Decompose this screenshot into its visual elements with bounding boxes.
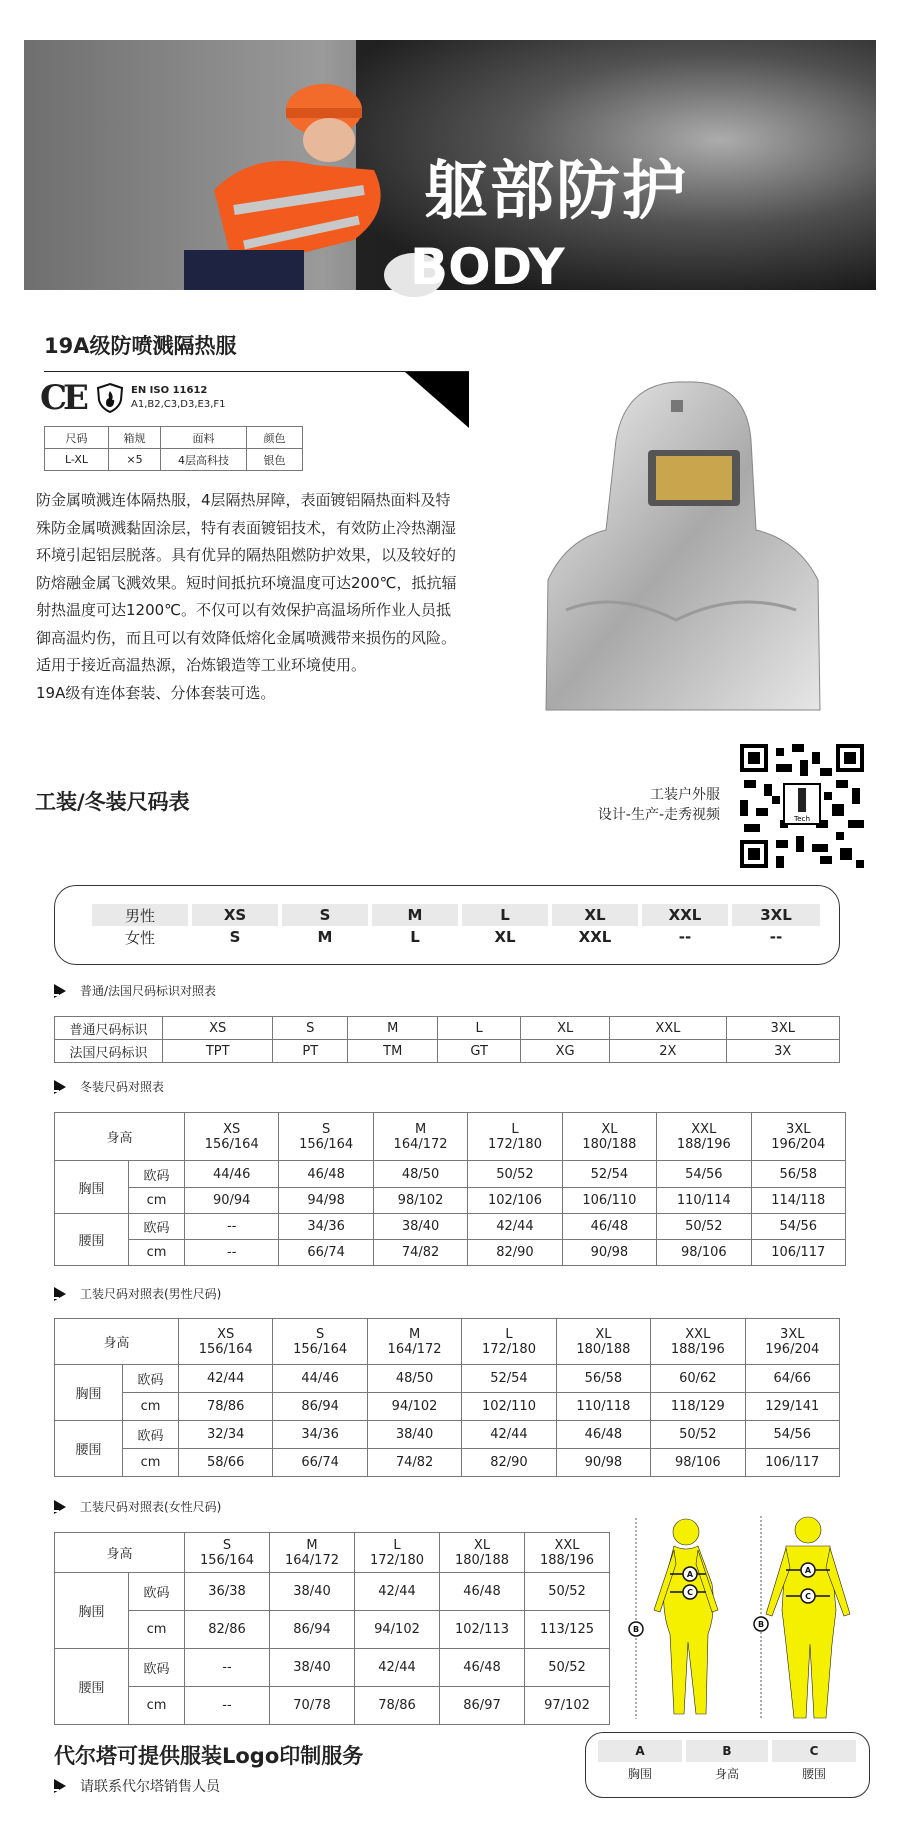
outfit-line-1: 工装户外服 [650,787,720,803]
banner-title-en: BODY PROTECTION [410,238,770,354]
cell: 44/46 [185,1161,279,1188]
male-size: M [370,904,460,926]
certification-block [40,380,226,416]
size-head: L 172/180 [355,1533,440,1573]
eu-label: 欧码 [129,1214,185,1240]
cell: PT [273,1040,348,1063]
outfit-caption [560,785,720,825]
spec-value: 银色 [247,449,303,471]
cell: 86/94 [273,1393,367,1421]
description-text: 防金属喷溅连体隔热服，4层隔热屏障，表面镀铝隔热面料及特殊防金属喷溅黏固涂层，特有表面镀铝技术，有效防止冷热潮湿环境引起铝层脱落。具有优异的隔热阻燃防护效果，以及较好的防熔融金属飞溅效果。短时间抵抗环境温度可达200℃，抵抗辐射热温度可达1200℃。不仅可以有效保护高温场所作业人员抵御高温灼伤，而且可以有效降低熔化金属喷溅带来损伤的风险。适用于接近高温热源，冶炼锻造等工业环境使用。 [36,491,457,674]
corner-triangle [405,372,469,428]
cm-label: cm [129,1188,185,1214]
spec-value: ×5 [109,449,161,471]
cm-label: cm [123,1449,179,1477]
marker-b-male: B [757,1620,765,1629]
product-description [36,487,464,707]
female-size: XXL [550,926,640,948]
size-head: 3XL 196/204 [745,1319,839,1365]
section-work-female [54,1498,221,1515]
cell: 42/44 [462,1421,556,1449]
legend-letter: A [598,1740,684,1762]
cell: 110/118 [556,1393,650,1421]
spec-value: 4层高科技 [161,449,247,471]
cell: 50/52 [651,1421,745,1449]
legend-name: 身高 [684,1762,770,1784]
size-head: XS 156/164 [185,1113,279,1161]
male-label: 男性 [92,904,190,926]
cell: 38/40 [373,1214,467,1240]
section-label: 工装尺码对照表(女性尺码) [80,1500,222,1514]
size-head: XL 180/188 [562,1113,656,1161]
spec-header: 尺码 [45,427,109,449]
female-label: 女性 [124,928,155,947]
cell: 114/118 [751,1188,845,1214]
arrow-icon [54,984,66,998]
size-head: S 156/164 [279,1113,373,1161]
cell: 54/56 [745,1421,839,1449]
cell: 38/40 [367,1421,461,1449]
row-label: 普通尺码标识 [55,1017,163,1040]
cell: 102/110 [462,1393,556,1421]
section-standard-french [54,982,216,999]
size-head: S 156/164 [273,1319,367,1365]
cell: 46/48 [279,1161,373,1188]
cell: TPT [163,1040,273,1063]
size-head: L 172/180 [462,1319,556,1365]
female-size: -- [640,926,730,948]
cell: 70/78 [270,1687,355,1725]
cell: 97/102 [525,1687,610,1725]
ce-mark-icon: CE [40,378,85,418]
cell: 56/58 [751,1161,845,1188]
cell: XL [521,1017,610,1040]
cell: XG [521,1040,610,1063]
logo-service-title: 代尔塔可提供服装Logo印制服务 [54,1744,364,1768]
male-size: XS [190,904,280,926]
cell: 102/113 [440,1611,525,1649]
spec-table [44,426,303,471]
cell: 52/54 [462,1365,556,1393]
cell: 106/117 [751,1240,845,1266]
spec-header: 箱规 [109,427,161,449]
cell: 94/102 [355,1611,440,1649]
eu-label: 欧码 [129,1161,185,1188]
winter-size-table [54,1112,846,1266]
arrow-icon [54,1287,66,1301]
size-head: XXL 188/196 [651,1319,745,1365]
qr-logo-text: Tech [793,814,811,824]
cell: 32/34 [179,1421,273,1449]
male-size: 3XL [730,904,820,926]
female-size: M [280,926,370,948]
banner-title-cn: 躯部防护 [424,155,688,229]
section-label: 普通/法国尺码标识对照表 [80,984,217,998]
cell: GT [438,1040,521,1063]
cell: 90/98 [556,1449,650,1477]
eu-label: 欧码 [123,1365,179,1393]
size-head: M 164/172 [270,1533,355,1573]
cell: 110/114 [657,1188,751,1214]
gender-size-table [92,904,820,948]
legend-name: 胸围 [627,1766,652,1781]
cell: 46/48 [440,1573,525,1611]
cell: 98/106 [651,1449,745,1477]
cm-label: cm [123,1393,179,1421]
chest-label: 胸围 [55,1573,129,1649]
height-label: 身高 [55,1319,179,1365]
marker-a-female: A [686,1570,694,1579]
measure-legend-table [598,1740,856,1784]
cell: 86/97 [440,1687,525,1725]
cell: 50/52 [525,1649,610,1687]
heat-suit-image [536,380,826,710]
chest-label: 胸围 [55,1161,129,1214]
cell: 66/74 [279,1240,373,1266]
cell: 50/52 [525,1573,610,1611]
section-label: 工装尺码对照表(男性尺码) [80,1287,222,1301]
cell: 36/38 [185,1573,270,1611]
cell: 48/50 [373,1161,467,1188]
cell: -- [185,1240,279,1266]
section-work-male [54,1285,221,1302]
size-head: L 172/180 [468,1113,562,1161]
male-size: L [460,904,550,926]
cell: 34/36 [273,1421,367,1449]
height-label: 身高 [55,1113,185,1161]
cm-label: cm [129,1687,185,1725]
cell: 2X [610,1040,726,1063]
cell: L [438,1017,521,1040]
cell: 42/44 [179,1365,273,1393]
marker-c-male: C [805,1592,811,1601]
cell: 38/40 [270,1649,355,1687]
spec-header: 颜色 [247,427,303,449]
cert-classes: A1,B2,C3,D3,E3,F1 [130,399,226,410]
eu-label: 欧码 [129,1573,185,1611]
cell: 46/48 [562,1214,656,1240]
cell: 94/98 [279,1188,373,1214]
chest-label: 胸围 [55,1365,123,1421]
cell: 78/86 [355,1687,440,1725]
waist-label: 腰围 [55,1214,129,1266]
cell: S [273,1017,348,1040]
cell: 86/94 [270,1611,355,1649]
cell: 42/44 [355,1573,440,1611]
cert-standard: EN ISO 11612 [130,385,208,396]
cell: 58/66 [179,1449,273,1477]
cell: 34/36 [279,1214,373,1240]
product-title: 19A级防喷溅隔热服 [44,334,237,358]
cell: 50/52 [468,1161,562,1188]
cell: 46/48 [556,1421,650,1449]
female-size: XL [460,926,550,948]
cell: 54/56 [751,1214,845,1240]
cell: 42/44 [468,1214,562,1240]
cell: XS [163,1017,273,1040]
cell: 54/56 [657,1161,751,1188]
marker-a-male: A [804,1566,812,1575]
female-size: -- [730,926,820,948]
cm-label: cm [129,1611,185,1649]
cell: 3XL [726,1017,839,1040]
cell: 38/40 [270,1573,355,1611]
cell: 66/74 [273,1449,367,1477]
cell: 129/141 [745,1393,839,1421]
cell: 42/44 [355,1649,440,1687]
cell: -- [185,1649,270,1687]
row-label: 法国尺码标识 [55,1040,163,1063]
cell: 44/46 [273,1365,367,1393]
cell: 113/125 [525,1611,610,1649]
cell: 56/58 [556,1365,650,1393]
cell: TM [348,1040,438,1063]
eu-label: 欧码 [129,1649,185,1687]
cell: 46/48 [440,1649,525,1687]
cell: -- [185,1214,279,1240]
legend-letter: B [684,1740,770,1762]
height-label: 身高 [55,1533,185,1573]
cell: M [348,1017,438,1040]
male-size: XXL [640,904,730,926]
cell: 98/102 [373,1188,467,1214]
cell: 78/86 [179,1393,273,1421]
cell: 82/90 [462,1449,556,1477]
std-french-table [54,1016,840,1063]
spec-header: 面料 [161,427,247,449]
marker-c-female: C [687,1588,693,1597]
section-label: 冬装尺码对照表 [80,1080,165,1094]
cell: 106/110 [562,1188,656,1214]
qr-code-icon[interactable] [740,744,864,868]
cell: 50/52 [657,1214,751,1240]
contact-line [54,1776,220,1796]
size-head: XXL 188/196 [657,1113,751,1161]
eu-label: 欧码 [123,1421,179,1449]
legend-letter: C [770,1740,856,1762]
female-size: S [190,926,280,948]
female-size: L [370,926,460,948]
cell: 94/102 [367,1393,461,1421]
cell: 82/86 [185,1611,270,1649]
cell: 52/54 [562,1161,656,1188]
cell: 90/98 [562,1240,656,1266]
size-head: XXL 188/196 [525,1533,610,1573]
description-options: 19A级有连体套装、分体套装可选。 [36,683,276,702]
legend-name: 腰围 [770,1762,856,1784]
outfit-line-2: 设计-生产-走秀视频 [597,807,720,823]
size-head: M 164/172 [373,1113,467,1161]
size-head: M 164/172 [367,1319,461,1365]
size-head: 3XL 196/204 [751,1113,845,1161]
cell: -- [185,1687,270,1725]
cell: 74/82 [373,1240,467,1266]
cell: 82/90 [468,1240,562,1266]
contact-text: 请联系代尔塔销售人员 [80,1779,220,1795]
work-male-table [54,1318,840,1477]
size-head: XS 156/164 [179,1319,273,1365]
waist-label: 腰围 [55,1421,123,1477]
arrow-icon [54,1500,66,1514]
cm-label: cm [129,1240,185,1266]
arrow-icon [54,1779,66,1793]
cell: 3X [726,1040,839,1063]
marker-b-female: B [632,1625,640,1634]
worker-image [174,70,434,290]
male-size: S [280,904,370,926]
cell: 64/66 [745,1365,839,1393]
fire-shield-icon [97,383,123,413]
size-head: XL 180/188 [440,1533,525,1573]
cell: 74/82 [367,1449,461,1477]
cell: 48/50 [367,1365,461,1393]
cell: 90/94 [185,1188,279,1214]
cell: 106/117 [745,1449,839,1477]
work-female-table [54,1532,610,1725]
size-head: S 156/164 [185,1533,270,1573]
size-head: XL 180/188 [556,1319,650,1365]
body-measure-figures [626,1514,866,1724]
cell: XXL [610,1017,726,1040]
spec-value: L-XL [45,449,109,471]
section-winter [54,1078,164,1095]
cell: 102/106 [468,1188,562,1214]
male-size: XL [550,904,640,926]
cell: 60/62 [651,1365,745,1393]
cell: 98/106 [657,1240,751,1266]
size-chart-title: 工装/冬装尺码表 [35,790,190,814]
arrow-icon [54,1080,66,1094]
cell: 118/129 [651,1393,745,1421]
waist-label: 腰围 [55,1649,129,1725]
